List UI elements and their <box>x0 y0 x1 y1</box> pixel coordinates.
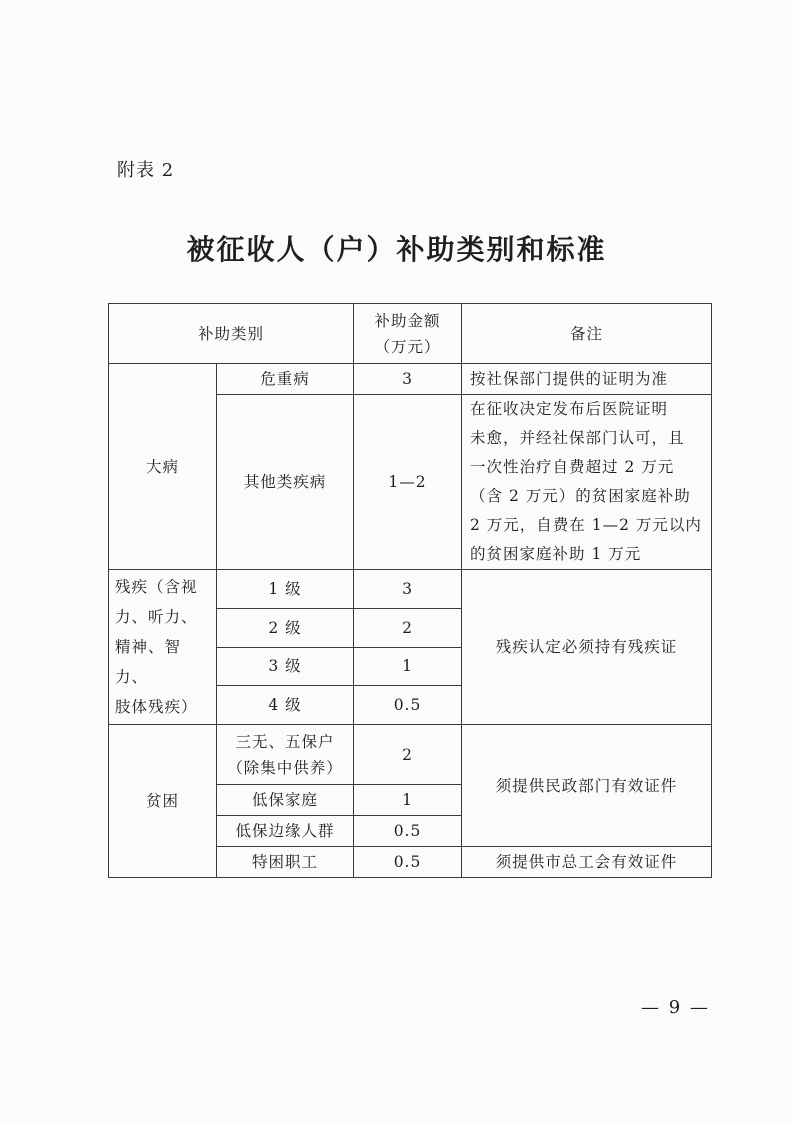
subcategory-line: （除集中供养） <box>227 758 343 777</box>
amount-cell: 0.5 <box>354 847 462 878</box>
subcategory-line: 三无、五保户 <box>235 732 335 751</box>
group-label-line: 精神、智力、 <box>115 638 182 686</box>
subcategory-cell <box>217 725 354 785</box>
amount-cell: 0.5 <box>354 816 462 847</box>
amount-cell: 1 <box>354 785 462 816</box>
amount-cell: 0.5 <box>354 686 462 725</box>
group-label-line: 肢体残疾） <box>115 698 198 716</box>
subsidy-table <box>108 303 712 878</box>
table-row <box>109 570 712 609</box>
group-label-poverty: 贫困 <box>109 725 217 878</box>
subcategory-cell: 其他类疾病 <box>217 395 354 570</box>
page-number: — 9 — <box>641 997 710 1018</box>
note-cell: 须提供市总工会有效证件 <box>462 847 712 878</box>
group-label-line: 残疾（含视 <box>115 578 198 596</box>
subcategory-cell: 4 级 <box>217 686 354 725</box>
group-label-line: 力、听力、 <box>115 608 198 626</box>
subcategory-cell: 危重病 <box>217 364 354 395</box>
amount-cell: 3 <box>354 570 462 609</box>
subcategory-cell: 低保边缘人群 <box>217 816 354 847</box>
note-line: 未愈，并经社保部门认可，且 <box>470 429 685 447</box>
note-line: 一次性治疗自费超过 2 万元 <box>470 458 675 476</box>
amount-cell: 2 <box>354 725 462 785</box>
subcategory-cell: 1 级 <box>217 570 354 609</box>
note-cell-disability: 残疾认定必须持有残疾证 <box>462 570 712 725</box>
amount-cell: 3 <box>354 364 462 395</box>
subcategory-cell: 2 级 <box>217 608 354 647</box>
subcategory-cell: 特困职工 <box>217 847 354 878</box>
group-label-disability <box>109 570 217 725</box>
amount-cell: 1—2 <box>354 395 462 570</box>
subcategory-cell: 低保家庭 <box>217 785 354 816</box>
header-note: 备注 <box>462 304 712 364</box>
note-line: （含 2 万元）的贫困家庭补助 <box>470 487 691 505</box>
note-line: 在征收决定发布后医院证明 <box>470 400 669 418</box>
header-category: 补助类别 <box>109 304 354 364</box>
note-cell-paragraph <box>462 395 712 570</box>
table-row <box>109 725 712 785</box>
note-cell-poverty: 须提供民政部门有效证件 <box>462 725 712 847</box>
attachment-label: 附表 2 <box>117 160 175 181</box>
amount-cell: 1 <box>354 647 462 686</box>
note-cell: 按社保部门提供的证明为准 <box>462 364 712 395</box>
note-line: 的贫困家庭补助 1 万元 <box>470 545 642 563</box>
note-line: 2 万元，自费在 1—2 万元以内 <box>470 516 702 534</box>
table-row <box>109 364 712 395</box>
header-amount-line1: 补助金额 <box>374 311 441 330</box>
header-amount-line2: （万元） <box>374 337 441 356</box>
page-title: 被征收人（户）补助类别和标准 <box>186 233 607 266</box>
subcategory-cell: 3 级 <box>217 647 354 686</box>
table-header-row <box>109 304 712 364</box>
group-label-major-illness: 大病 <box>109 364 217 570</box>
amount-cell: 2 <box>354 608 462 647</box>
header-amount <box>354 304 462 364</box>
